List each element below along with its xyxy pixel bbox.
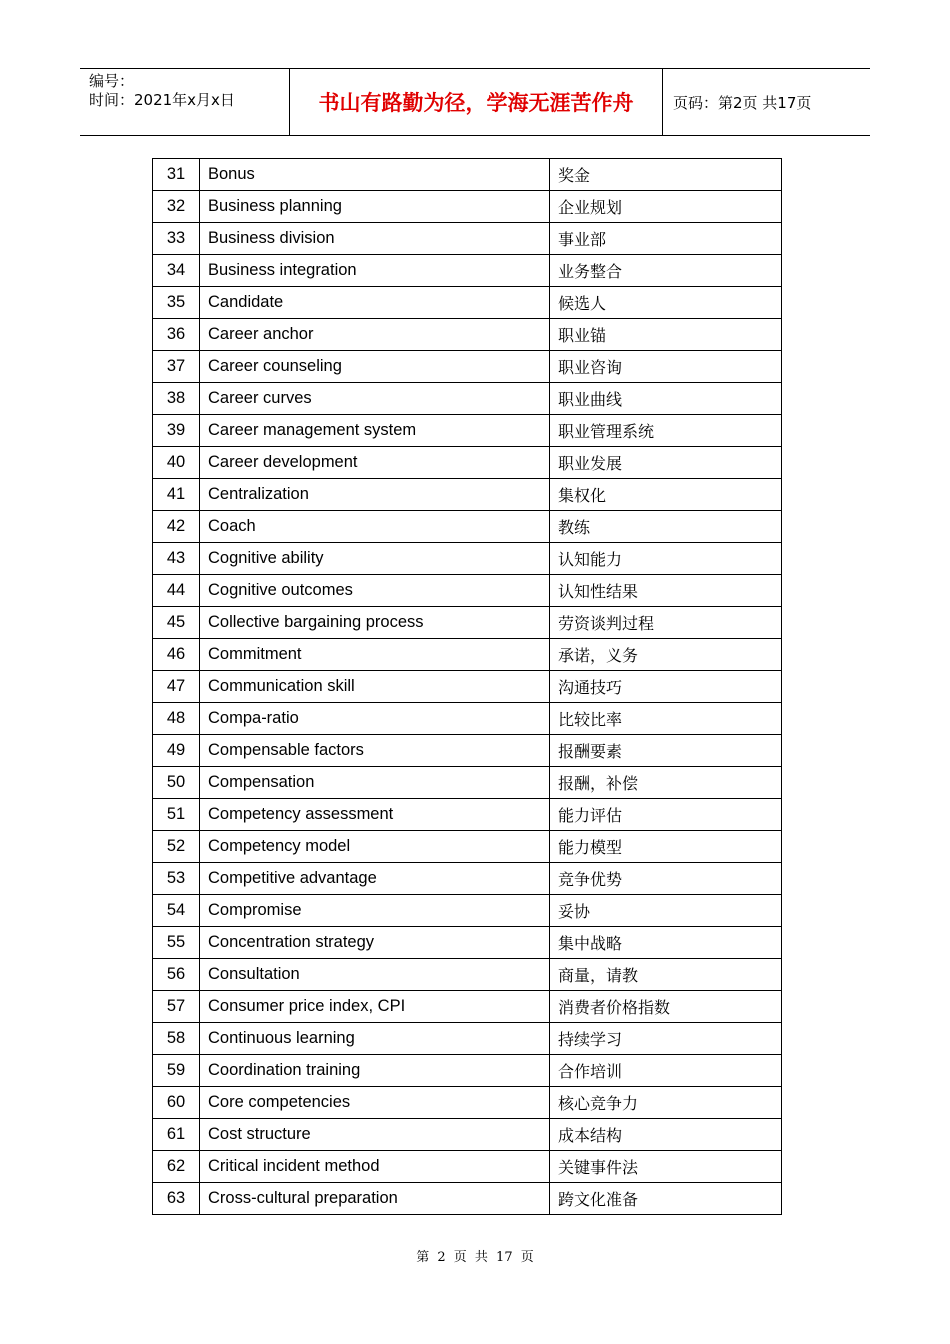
english-term: Competency assessment xyxy=(200,799,550,831)
page-footer: 第 2 页 共 17 页 xyxy=(416,1250,534,1265)
chinese-term: 承诺，义务 xyxy=(550,639,782,671)
row-number: 50 xyxy=(153,767,200,799)
row-number: 40 xyxy=(153,447,200,479)
table-row xyxy=(153,351,782,383)
table-row xyxy=(153,543,782,575)
row-number: 57 xyxy=(153,991,200,1023)
table-row xyxy=(153,895,782,927)
row-number: 38 xyxy=(153,383,200,415)
row-number: 60 xyxy=(153,1087,200,1119)
time-label: 时间：2021年x月x日 xyxy=(89,91,235,109)
row-number: 56 xyxy=(153,959,200,991)
english-term: Communication skill xyxy=(200,671,550,703)
row-number: 31 xyxy=(153,159,200,191)
chinese-term: 企业规划 xyxy=(550,191,782,223)
english-term: Concentration strategy xyxy=(200,927,550,959)
english-term: Cognitive outcomes xyxy=(200,575,550,607)
table-row xyxy=(153,767,782,799)
chinese-term: 消费者价格指数 xyxy=(550,991,782,1023)
glossary-body xyxy=(153,159,782,1215)
table-row xyxy=(153,383,782,415)
english-term: Business planning xyxy=(200,191,550,223)
english-term: Career counseling xyxy=(200,351,550,383)
table-row xyxy=(153,223,782,255)
table-row xyxy=(153,703,782,735)
chinese-term: 比较比率 xyxy=(550,703,782,735)
row-number: 51 xyxy=(153,799,200,831)
row-number: 42 xyxy=(153,511,200,543)
chinese-term: 合作培训 xyxy=(550,1055,782,1087)
row-number: 43 xyxy=(153,543,200,575)
table-row xyxy=(153,191,782,223)
row-number: 55 xyxy=(153,927,200,959)
english-term: Consultation xyxy=(200,959,550,991)
table-row xyxy=(153,671,782,703)
row-number: 33 xyxy=(153,223,200,255)
chinese-term: 集中战略 xyxy=(550,927,782,959)
page-header xyxy=(80,68,870,136)
english-term: Consumer price index, CPI xyxy=(200,991,550,1023)
table-row xyxy=(153,479,782,511)
row-number: 48 xyxy=(153,703,200,735)
table-row xyxy=(153,159,782,191)
row-number: 46 xyxy=(153,639,200,671)
header-page-info: 页码：第2页 共17页 xyxy=(663,69,871,136)
english-term: Core competencies xyxy=(200,1087,550,1119)
row-number: 44 xyxy=(153,575,200,607)
table-row xyxy=(153,831,782,863)
table-row xyxy=(153,1151,782,1183)
row-number: 41 xyxy=(153,479,200,511)
table-row xyxy=(153,607,782,639)
english-term: Centralization xyxy=(200,479,550,511)
chinese-term: 职业发展 xyxy=(550,447,782,479)
table-row xyxy=(153,863,782,895)
row-number: 58 xyxy=(153,1023,200,1055)
english-term: Compensation xyxy=(200,767,550,799)
english-term: Competency model xyxy=(200,831,550,863)
chinese-term: 职业管理系统 xyxy=(550,415,782,447)
table-row xyxy=(153,255,782,287)
table-row xyxy=(153,1023,782,1055)
row-number: 61 xyxy=(153,1119,200,1151)
english-term: Career curves xyxy=(200,383,550,415)
row-number: 49 xyxy=(153,735,200,767)
english-term: Critical incident method xyxy=(200,1151,550,1183)
number-label: 编号： xyxy=(89,72,135,90)
chinese-term: 集权化 xyxy=(550,479,782,511)
table-row xyxy=(153,511,782,543)
row-number: 53 xyxy=(153,863,200,895)
table-row xyxy=(153,415,782,447)
english-term: Career anchor xyxy=(200,319,550,351)
english-term: Coach xyxy=(200,511,550,543)
row-number: 35 xyxy=(153,287,200,319)
chinese-term: 认知能力 xyxy=(550,543,782,575)
chinese-term: 成本结构 xyxy=(550,1119,782,1151)
english-term: Cross-cultural preparation xyxy=(200,1183,550,1215)
chinese-term: 竞争优势 xyxy=(550,863,782,895)
english-term: Coordination training xyxy=(200,1055,550,1087)
chinese-term: 职业锚 xyxy=(550,319,782,351)
chinese-term: 教练 xyxy=(550,511,782,543)
row-number: 47 xyxy=(153,671,200,703)
row-number: 52 xyxy=(153,831,200,863)
table-row xyxy=(153,1055,782,1087)
english-term: Compensable factors xyxy=(200,735,550,767)
english-term: Compa-ratio xyxy=(200,703,550,735)
table-row xyxy=(153,1119,782,1151)
table-row xyxy=(153,959,782,991)
english-term: Commitment xyxy=(200,639,550,671)
english-term: Compromise xyxy=(200,895,550,927)
row-number: 59 xyxy=(153,1055,200,1087)
english-term: Continuous learning xyxy=(200,1023,550,1055)
table-row xyxy=(153,447,782,479)
chinese-term: 持续学习 xyxy=(550,1023,782,1055)
chinese-term: 职业咨询 xyxy=(550,351,782,383)
row-number: 36 xyxy=(153,319,200,351)
table-row xyxy=(153,1183,782,1215)
header-meta xyxy=(80,69,290,136)
english-term: Collective bargaining process xyxy=(200,607,550,639)
chinese-term: 妥协 xyxy=(550,895,782,927)
chinese-term: 能力模型 xyxy=(550,831,782,863)
chinese-term: 候选人 xyxy=(550,287,782,319)
english-term: Career management system xyxy=(200,415,550,447)
table-row xyxy=(153,287,782,319)
row-number: 62 xyxy=(153,1151,200,1183)
table-row xyxy=(153,735,782,767)
row-number: 32 xyxy=(153,191,200,223)
table-row xyxy=(153,575,782,607)
glossary-table xyxy=(152,158,782,1215)
english-term: Career development xyxy=(200,447,550,479)
table-row xyxy=(153,1087,782,1119)
row-number: 39 xyxy=(153,415,200,447)
chinese-term: 商量，请教 xyxy=(550,959,782,991)
row-number: 37 xyxy=(153,351,200,383)
header-motto: 书山有路勤为径，学海无涯苦作舟 xyxy=(290,69,663,136)
chinese-term: 奖金 xyxy=(550,159,782,191)
chinese-term: 报酬，补偿 xyxy=(550,767,782,799)
chinese-term: 关键事件法 xyxy=(550,1151,782,1183)
chinese-term: 事业部 xyxy=(550,223,782,255)
english-term: Competitive advantage xyxy=(200,863,550,895)
table-row xyxy=(153,319,782,351)
english-term: Bonus xyxy=(200,159,550,191)
english-term: Business division xyxy=(200,223,550,255)
table-row xyxy=(153,927,782,959)
chinese-term: 职业曲线 xyxy=(550,383,782,415)
row-number: 63 xyxy=(153,1183,200,1215)
english-term: Cognitive ability xyxy=(200,543,550,575)
chinese-term: 认知性结果 xyxy=(550,575,782,607)
english-term: Cost structure xyxy=(200,1119,550,1151)
english-term: Business integration xyxy=(200,255,550,287)
row-number: 34 xyxy=(153,255,200,287)
table-row xyxy=(153,799,782,831)
chinese-term: 跨文化准备 xyxy=(550,1183,782,1215)
row-number: 45 xyxy=(153,607,200,639)
chinese-term: 劳资谈判过程 xyxy=(550,607,782,639)
row-number: 54 xyxy=(153,895,200,927)
english-term: Candidate xyxy=(200,287,550,319)
chinese-term: 能力评估 xyxy=(550,799,782,831)
chinese-term: 沟通技巧 xyxy=(550,671,782,703)
table-row xyxy=(153,991,782,1023)
table-row xyxy=(153,639,782,671)
chinese-term: 核心竞争力 xyxy=(550,1087,782,1119)
chinese-term: 报酬要素 xyxy=(550,735,782,767)
chinese-term: 业务整合 xyxy=(550,255,782,287)
